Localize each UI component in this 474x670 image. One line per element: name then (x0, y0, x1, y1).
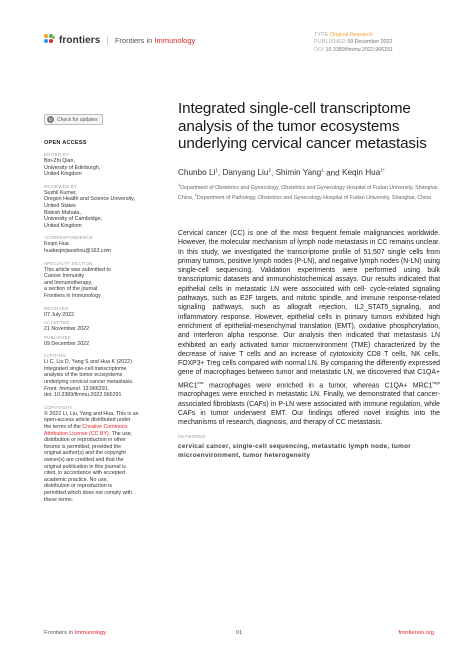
edited-by: Bin-Zhi Qian, University of Edinburgh, United Kingdom (44, 158, 101, 178)
published-date-sidebar: 09 December 2022 (44, 340, 90, 347)
author[interactable]: Shimin Yang$^1$ (275, 167, 324, 178)
abstract: Cervical cancer (CC) is one of the most frequent female malignancies worldwide. However, the molecular mechanism of lymph node metastasis in CC remains unclear. In this study, we investigated the transcriptome profile of 51,507 single cells from primary tumors, positive lymph nodes (P-LN), and negative lymph nodes (N-LN) using single-cell sequencing. Validation experiments were performed using bulk transcriptomic datasets and immunohistochemical assays. Our results indicated that epithelial cells in metastatic LN were associated with cell- cycle-related signaling pathways, such as E2F targets, and mitotic spindle, and immune response-related signaling pathways, such as allograft rejection, IL2_STAT5_signaling, and inflammatory response. However, epithelial cells in primary tumors exhibited high enrichment of epithelial-mesenchymal translation (EMT), oxidative phosphorylation, and interferon alpha response. Our analysis then indicated that metastasis LN exhibited an early activated tumor microenvironment (TME) characterized by the decrease of naive T cells and an increase of cytotoxicity CD8 T cells, NK cells, FOXP3+ Treg cells compared with normal LN. By comparing the differently expressed gene of macrophages between tumor and metastatic LN, we discovered that $C1QA+ MRC1^{low}$ macrophages were enriched in a tumor, whereas $C1QA+ MRC1^{high}$ macrophages were enriched in metastatic LN. Finally, we demonstrated that cancer-associated fibroblasts (CAFs) in P-LN were associated with immune regulation, while CAFs in tumor underwent EMT. Our findings offered novel insights into the mechanisms of research, diagnosis, and therapy of CC metastasis. (178, 229, 440, 427)
copyright: © 2022 Li, Liu, Yang and Hua. This is an open-access article distributed under the terms of the Creative Commons Attribution License (CC BY). The use, distribution or reproduction in other forums is permitted, provided the original author(s) and the copyright owner(s) are credited and that the original publication in this journal is cited, in accordance with accepted academic practice. No use, distribution or reproduction is permitted which does not comply with these terms. (44, 410, 139, 503)
accepted-date: 21 November 2022 (44, 326, 90, 333)
author-list: Chunbo Li$^1$, Danyang Liu$^2$, Shimin Yang$^1$ and Keqin Hua$^{1*}$ (178, 167, 385, 178)
journal-name: Frontiers in Immunology (114, 35, 196, 45)
page-header (44, 32, 434, 52)
article-info-sidebar (44, 108, 156, 503)
page-footer (44, 630, 434, 640)
page-number: 01 (235, 630, 243, 636)
affiliations: $^1$Department of Obstetrics and Gynecology, Obstetrics and Gynecology Hospital of Fudan University, Shanghai, China, $^2$Department of Pathology, Obstetrics and Gynecology Hospital of Fudan University, Shanghai, China (178, 183, 440, 201)
citation: Li C, Liu D, Yang S and Hua K (2022) Integrated single-cell transcriptome analysis of the tumor ecosystems underlying cervical cancer metastasis. Front. Immunol. 13:966291. doi: 10.3389/fimmu.2022.966291 (44, 359, 134, 399)
cc-by-license-link[interactable]: Creative Commons Attribution License (CC BY) (44, 424, 128, 437)
specialty-label: SPECIALTY SECTION (44, 260, 93, 266)
check-for-updates-button[interactable]: ↻ Check for updates (44, 114, 103, 125)
refresh-icon: ↻ (48, 117, 53, 122)
footer-journal: Frontiers in Immunology (44, 630, 107, 636)
article-meta: TYPE Original Research PUBLISHED 09 December 2022 DOI 10.3389/fimmu.2022.966291 (314, 32, 393, 53)
author[interactable]: Keqin Hua$^{1*}$ (342, 167, 385, 178)
published-label: PUBLISHED (44, 334, 72, 340)
footer-site-link[interactable]: frontiersin.org (398, 630, 434, 636)
article-type: Original Research (330, 32, 373, 38)
edited-by-label: EDITED BY (44, 152, 70, 157)
reviewed-by-label: REVIEWED BY (44, 183, 78, 189)
author[interactable]: Chunbo Li$^1$ (178, 167, 218, 178)
brand-name: frontiers (59, 34, 101, 46)
received-date: 07 July 2022 (44, 311, 75, 318)
citation-label: CITATION (44, 353, 66, 359)
article-main (178, 100, 440, 460)
author[interactable]: Danyang Liu$^2$ (222, 167, 271, 178)
article-title: Integrated single-cell transcriptome analysis of the tumor ecosystems underlying cervical cancer metastasis (178, 100, 427, 152)
reviewed-by: Sushil Kumar, Oregon Health and Science University, United States Bidesh Mahata, University of Cambridge, United Kingdom (44, 189, 135, 229)
correspondence-label: *CORRESPONDENCE (44, 235, 93, 241)
specialty-section: This article was submitted to Cancer Immunity and Immunotherapy, a section of the journal Frontiers in Immunology (44, 266, 111, 299)
brand-separator: | (106, 35, 109, 45)
frontiers-logo-icon (44, 34, 56, 46)
received-label: RECEIVED (44, 305, 69, 311)
doi[interactable]: 10.3389/fimmu.2022.966291 (325, 46, 393, 53)
open-access-label: OPEN ACCESS (44, 140, 87, 146)
copyright-label: COPYRIGHT (44, 404, 73, 410)
published-date: 09 December 2022 (347, 39, 393, 46)
correspondence[interactable]: Keqin Hua huakeqinjiaoshou@163.com (44, 241, 111, 254)
keywords-label: KEYWORDS (178, 434, 206, 440)
keywords: cervical cancer, single-cell sequencing, metastatic lymph node, tumor microenvironment, tumor heterogeneity (178, 443, 412, 459)
frontiers-logo[interactable] (44, 34, 195, 46)
accepted-label: ACCEPTED (44, 320, 70, 326)
